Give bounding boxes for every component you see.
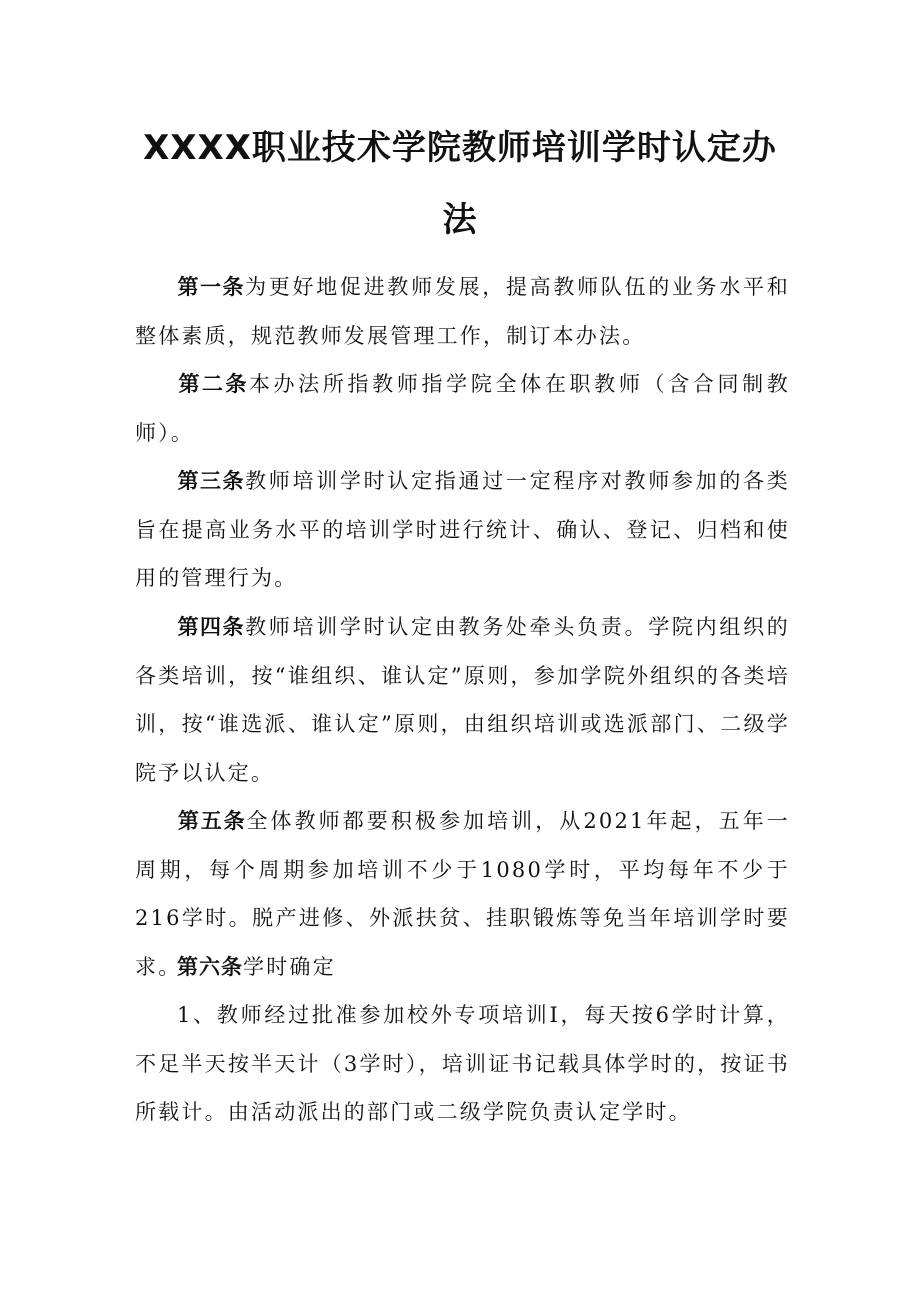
document-title-line-1: XXXX职业技术学院教师培训学时认定办 xyxy=(143,128,777,168)
article-4 xyxy=(135,603,790,797)
article-3 xyxy=(135,457,790,603)
article-5-heading: 第五条 xyxy=(177,809,247,833)
article-3-heading: 第三条 xyxy=(177,469,246,493)
article-2-heading: 第二条 xyxy=(177,372,249,396)
article-6-text: 学时确定 xyxy=(243,955,336,979)
article-3-text: 教师培训学时认定指通过一定程序对教师参加的各类旨在提高业务水平的培训学时进行统计、确认、登记、归档和使用的管理行为。 xyxy=(135,469,790,590)
article-6-heading: 第六条 xyxy=(177,955,243,979)
document-title-line-2: 法 xyxy=(442,200,478,240)
article-6-item-1-text: 1、教师经过批准参加校外专项培训I，每天按6学时计算，不足半天按半天计（3学时），培训证书记载具体学时的，按证书所载计。由活动派出的部门或二级学院负责认定学时。 xyxy=(135,1003,790,1124)
article-6 xyxy=(135,943,790,992)
article-1-text: 为更好地促进教师发展，提高教师队伍的业务水平和整体素质，规范教师发展管理工作，制订本办法。 xyxy=(135,275,790,348)
article-6-item-1 xyxy=(135,991,790,1137)
article-1 xyxy=(135,263,790,360)
article-2 xyxy=(135,360,790,457)
article-1-heading: 第一条 xyxy=(177,275,246,299)
article-5-text: 全体教师都要积极参加培训，从2021年起，五年一周期，每个周期参加培训不少于1080学时，平均每年不少于216学时。脱产进修、外派扶贫、挂职锻炼等免当年培训学时要求。 xyxy=(135,809,791,979)
article-4-heading: 第四条 xyxy=(177,615,246,639)
article-4-text: 教师培训学时认定由教务处牵头负责。学院内组织的各类培训，按“谁组织、谁认定”原则，参加学院外组织的各类培训，按“谁选派、谁认定”原则，由组织培训或选派部门、二级学院予以认定。 xyxy=(135,615,790,785)
article-2-text: 本办法所指教师指学院全体在职教师（含合同制教师）。 xyxy=(135,372,790,445)
